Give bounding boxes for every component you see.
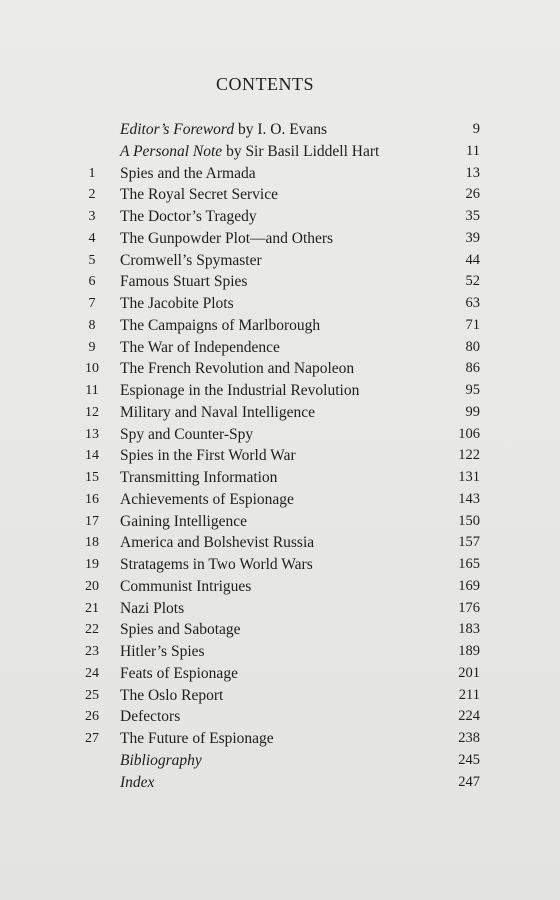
chapter-title: Transmitting Information (120, 469, 278, 486)
toc-row-chapter (0, 663, 560, 685)
chapter-page: 26 (465, 186, 480, 203)
chapter-title: Spies and the Armada (120, 164, 256, 182)
toc-row-chapter (0, 402, 560, 424)
chapter-title: The Jacobite Plots (120, 295, 234, 312)
table-of-contents (0, 119, 560, 793)
chapter-page: 122 (458, 447, 480, 464)
toc-row-chapter (0, 163, 560, 185)
chapter-number: 14 (85, 448, 99, 464)
toc-row-chapter (0, 184, 560, 206)
toc-row-chapter (0, 358, 560, 380)
chapter-page: 143 (458, 490, 480, 507)
chapter-title: Gaining Intelligence (120, 512, 247, 530)
toc-entry-title-rest: by I. O. Evans (234, 121, 328, 138)
chapter-title: America and Bolshevist Russia (120, 534, 315, 552)
chapter-number: 18 (85, 535, 99, 551)
toc-row-chapter (0, 467, 560, 489)
back-matter-title (120, 750, 202, 772)
back-matter-title-italic: Bibliography (120, 751, 202, 769)
toc-row-chapter (0, 489, 560, 511)
toc-row-chapter (0, 706, 560, 728)
chapter-number: 21 (85, 600, 99, 616)
chapter-number: 19 (85, 557, 99, 572)
toc-row-chapter (0, 576, 560, 598)
chapter-title: The Campaigns of Marlborough (120, 316, 321, 334)
chapter-page: 106 (458, 425, 480, 442)
chapter-number: 8 (88, 317, 96, 333)
toc-row-chapter (0, 315, 560, 337)
chapter-title: The Oslo Report (120, 686, 224, 704)
chapter-number: 9 (88, 339, 96, 355)
toc-entry-page: 11 (466, 142, 480, 159)
chapter-number: 17 (85, 513, 99, 529)
toc-row-chapter (0, 228, 560, 250)
chapter-page: 189 (458, 643, 480, 659)
chapter-number: 5 (88, 252, 96, 268)
chapter-number: 4 (88, 230, 96, 246)
chapter-page: 238 (458, 730, 480, 746)
chapter-page: 80 (465, 338, 480, 355)
chapter-title: The Future of Espionage (120, 730, 274, 747)
chapter-title: The Royal Secret Service (120, 186, 278, 204)
toc-row-chapter (0, 511, 560, 533)
chapter-title: Stratagems in Two World Wars (120, 556, 313, 573)
chapter-page: 157 (458, 534, 480, 551)
chapter-number: 16 (85, 491, 99, 507)
toc-row-chapter (0, 271, 560, 293)
chapter-title: The Doctor’s Tragedy (120, 208, 257, 225)
chapter-page: 165 (458, 556, 480, 572)
chapter-number: 22 (85, 622, 99, 638)
chapter-title: Cromwell’s Spymaster (120, 251, 262, 269)
back-matter-page: 245 (458, 751, 480, 768)
chapter-page: 95 (465, 382, 480, 398)
toc-row-chapter (0, 293, 560, 315)
chapter-number: 26 (85, 709, 99, 725)
chapter-page: 52 (465, 273, 480, 290)
toc-row-chapter (0, 641, 560, 663)
chapter-number: 3 (88, 209, 96, 224)
chapter-title: Spies and Sabotage (120, 621, 241, 639)
chapter-page: 13 (465, 164, 480, 181)
chapter-page: 169 (458, 577, 480, 594)
chapter-page: 71 (465, 316, 480, 333)
chapter-title: The War of Independence (120, 338, 280, 356)
toc-row-chapter (0, 424, 560, 446)
chapter-number: 10 (85, 361, 99, 377)
chapter-page: 131 (458, 469, 480, 485)
chapter-number: 12 (85, 404, 99, 420)
chapter-title: Spies in the First World War (120, 447, 296, 465)
chapter-title: The Gunpowder Plot—and Others (120, 229, 334, 247)
toc-entry-title-italic: A Personal Note (120, 142, 223, 160)
chapter-number: 23 (85, 644, 99, 659)
toc-entry-title-rest: by Sir Basil Liddell Hart (222, 142, 380, 160)
chapter-title: Achievements of Espionage (120, 490, 294, 508)
toc-row-chapter (0, 728, 560, 750)
chapter-page: 63 (465, 295, 480, 311)
chapter-title: Communist Intrigues (120, 577, 252, 595)
contents-heading: CONTENTS (216, 74, 314, 94)
toc-row-chapter (0, 337, 560, 359)
chapter-number: 13 (85, 426, 99, 442)
toc-row-personal-note (0, 141, 560, 163)
back-matter-title-italic: Index (120, 773, 155, 791)
toc-row-bibliography (0, 750, 560, 772)
toc-row-editors-foreword (0, 119, 560, 141)
chapter-page: 99 (465, 403, 480, 420)
toc-row-chapter (0, 619, 560, 641)
chapter-page: 176 (458, 599, 480, 616)
toc-row-chapter (0, 598, 560, 620)
chapter-page: 201 (458, 664, 480, 681)
chapter-page: 35 (465, 208, 480, 224)
toc-row-chapter (0, 685, 560, 707)
chapter-number: 20 (85, 578, 99, 594)
toc-row-index (0, 772, 560, 794)
chapter-title: Hitler’s Spies (120, 643, 205, 660)
chapter-title: Spy and Counter-Spy (120, 425, 254, 443)
chapter-title: The French Revolution and Napoleon (120, 360, 355, 378)
chapter-number: 1 (88, 165, 96, 181)
toc-entry-title (120, 141, 379, 163)
toc-entry-title (120, 119, 327, 141)
chapter-number: 15 (85, 470, 99, 485)
chapter-page: 86 (465, 360, 480, 377)
chapter-title: Nazi Plots (120, 599, 185, 617)
chapter-number: 24 (85, 665, 99, 681)
chapter-title: Defectors (120, 708, 181, 726)
chapter-page: 224 (458, 708, 480, 725)
chapter-page: 44 (465, 251, 480, 268)
chapter-title: Famous Stuart Spies (120, 273, 248, 291)
back-matter-title (120, 772, 154, 794)
chapter-page: 150 (458, 512, 480, 529)
chapter-number: 7 (88, 296, 96, 311)
chapter-title: Military and Naval Intelligence (120, 403, 315, 421)
toc-entry-page: 9 (472, 121, 480, 137)
toc-row-chapter (0, 380, 560, 402)
toc-entry-title-italic: Editor’s Foreword (120, 121, 235, 138)
chapter-page: 211 (458, 686, 480, 703)
chapter-number: 2 (88, 187, 96, 203)
chapter-number: 25 (85, 687, 99, 703)
chapter-title: Feats of Espionage (120, 664, 238, 682)
chapter-page: 183 (458, 621, 480, 638)
toc-row-chapter (0, 206, 560, 228)
toc-row-chapter (0, 250, 560, 272)
chapter-number: 11 (85, 383, 99, 398)
toc-row-chapter (0, 445, 560, 467)
chapter-number: 27 (85, 731, 99, 746)
chapter-page: 39 (465, 229, 480, 246)
chapter-title: Espionage in the Industrial Revolution (120, 382, 360, 399)
toc-row-chapter (0, 554, 560, 576)
back-matter-page: 247 (458, 773, 480, 790)
chapter-number: 6 (88, 274, 96, 290)
toc-row-chapter (0, 532, 560, 554)
